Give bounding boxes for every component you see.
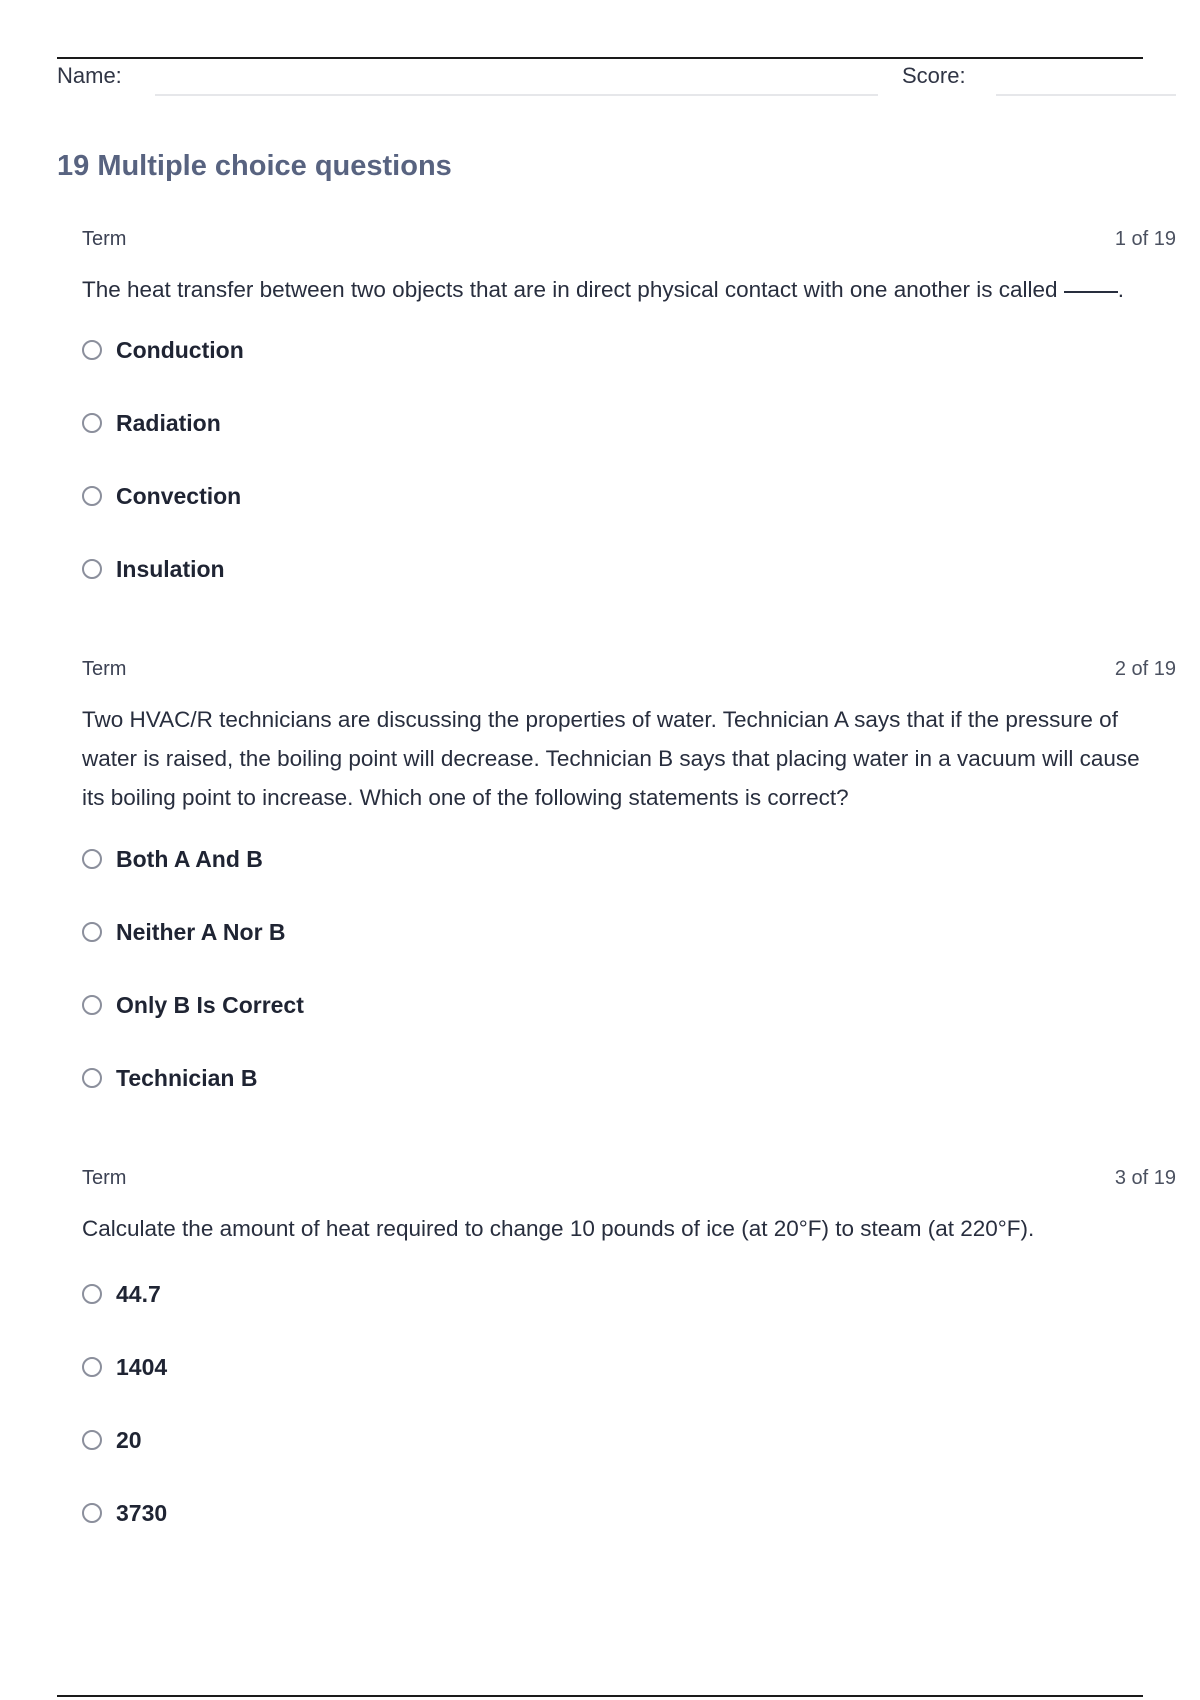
answer-option[interactable] <box>82 1422 1176 1495</box>
radio-button[interactable] <box>82 340 102 360</box>
option-label: Convection <box>116 483 242 509</box>
radio-button[interactable] <box>82 995 102 1015</box>
answer-option[interactable] <box>82 478 1176 551</box>
answer-option[interactable] <box>82 332 1176 405</box>
answer-options <box>82 1276 1176 1568</box>
radio-button[interactable] <box>82 1503 102 1523</box>
answer-options <box>82 841 1176 1133</box>
option-label: 1404 <box>116 1354 168 1380</box>
radio-button[interactable] <box>82 486 102 506</box>
answer-option[interactable] <box>82 914 1176 987</box>
term-label: Term <box>82 1167 127 1189</box>
option-label: Both A And B <box>116 846 263 872</box>
score-field[interactable] <box>996 94 1176 96</box>
answer-options <box>82 332 1176 624</box>
question-header <box>82 1167 1176 1197</box>
radio-button[interactable] <box>82 1357 102 1377</box>
answer-option[interactable] <box>82 1349 1176 1422</box>
question-header <box>82 228 1176 258</box>
question-counter: 2 of 19 <box>1114 658 1176 680</box>
question-header <box>82 658 1176 688</box>
term-label: Term <box>82 228 127 250</box>
radio-button[interactable] <box>82 849 102 869</box>
option-label: Insulation <box>116 556 225 582</box>
score-label: Score: <box>902 63 966 88</box>
answer-option[interactable] <box>82 1060 1176 1133</box>
answer-option[interactable] <box>82 987 1176 1060</box>
radio-button[interactable] <box>82 1068 102 1088</box>
answer-option[interactable] <box>82 405 1176 478</box>
term-label: Term <box>82 658 127 680</box>
question-prompt <box>82 270 1152 309</box>
option-label: Neither A Nor B <box>116 919 286 945</box>
answer-option[interactable] <box>82 1495 1176 1568</box>
fill-in-blank <box>1064 290 1118 293</box>
answer-option[interactable] <box>82 551 1176 624</box>
name-label: Name: <box>57 63 122 88</box>
option-label: Conduction <box>116 337 244 363</box>
radio-button[interactable] <box>82 1430 102 1450</box>
prompt-text: The heat transfer between two objects that are in direct physical contact with one another is called <box>82 277 1064 302</box>
radio-button[interactable] <box>82 413 102 433</box>
radio-button[interactable] <box>82 922 102 942</box>
question-1 <box>82 228 1176 624</box>
option-label: Only B Is Correct <box>116 992 304 1018</box>
question-2 <box>82 658 1176 1133</box>
option-label: 20 <box>116 1427 142 1453</box>
option-label: Technician B <box>116 1065 258 1091</box>
answer-option[interactable] <box>82 1276 1176 1349</box>
radio-button[interactable] <box>82 559 102 579</box>
bottom-rule <box>57 1695 1143 1697</box>
prompt-text-end: . <box>1117 277 1125 302</box>
top-rule <box>57 57 1143 59</box>
question-counter: 1 of 19 <box>1114 228 1176 250</box>
answer-option[interactable] <box>82 841 1176 914</box>
option-label: Radiation <box>116 410 221 436</box>
question-prompt: Two HVAC/R technicians are discussing the properties of water. Technician A says that if the pressure of water is raised, the boiling point will decrease. Technician B says that placing water in a vacuum will cause its boiling point to increase. Which one of the following statements is correct? <box>82 707 1140 810</box>
section-heading: 19 Multiple choice questions <box>57 150 452 182</box>
option-label: 3730 <box>116 1500 168 1526</box>
name-field[interactable] <box>155 94 878 96</box>
question-counter: 3 of 19 <box>1114 1167 1176 1189</box>
radio-button[interactable] <box>82 1284 102 1304</box>
option-label: 44.7 <box>116 1281 161 1307</box>
question-3 <box>82 1167 1176 1568</box>
question-prompt: Calculate the amount of heat required to change 10 pounds of ice (at 20°F) to steam (at 220°F). <box>82 1216 1035 1241</box>
